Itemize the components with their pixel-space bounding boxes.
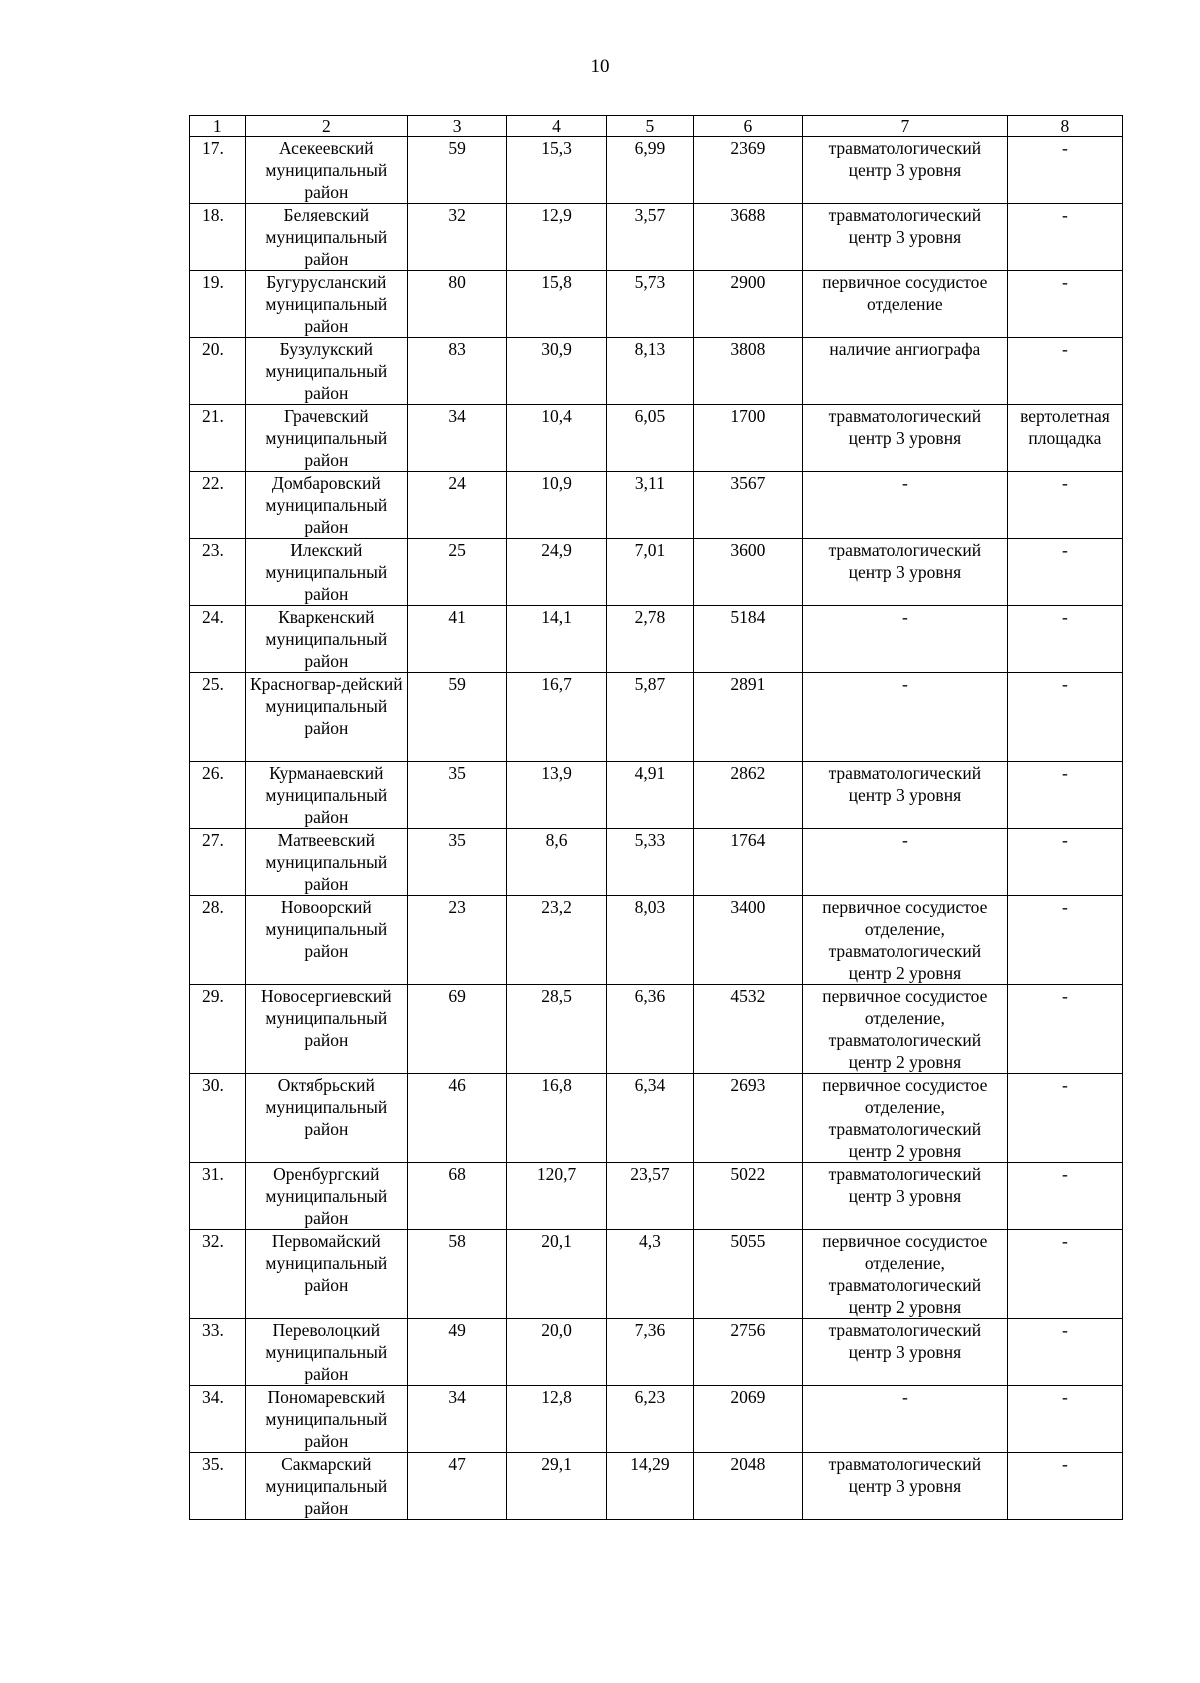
col4-value-cell: 16,7 [507, 673, 607, 762]
col6-value-cell: 2862 [693, 762, 802, 829]
col6-value-cell: 3400 [693, 896, 802, 985]
table-row [190, 472, 1123, 539]
row-number-cell: 34. [190, 1386, 246, 1453]
col8-note-cell: - [1007, 1319, 1122, 1386]
col3-value-cell: 58 [408, 1230, 507, 1319]
col3-value-cell: 35 [408, 829, 507, 896]
col8-note-cell: - [1007, 762, 1122, 829]
table-row [190, 539, 1123, 606]
col4-value-cell: 20,1 [507, 1230, 607, 1319]
col8-note-cell: - [1007, 204, 1122, 271]
col5-value-cell: 14,29 [607, 1453, 694, 1520]
col3-value-cell: 68 [408, 1163, 507, 1230]
header-cell-8: 8 [1007, 116, 1122, 137]
col8-note-cell: - [1007, 271, 1122, 338]
row-number-cell: 32. [190, 1230, 246, 1319]
district-name-cell: Новоорский муниципальный район [245, 896, 408, 985]
medical-facility-cell: травматологический центр 3 уровня [802, 762, 1007, 829]
col6-value-cell: 2693 [693, 1074, 802, 1163]
col4-value-cell: 120,7 [507, 1163, 607, 1230]
row-number-cell: 27. [190, 829, 246, 896]
medical-facility-cell: травматологический центр 3 уровня [802, 137, 1007, 204]
col6-value-cell: 1764 [693, 829, 802, 896]
col3-value-cell: 49 [408, 1319, 507, 1386]
col6-value-cell: 5184 [693, 606, 802, 673]
col6-value-cell: 2900 [693, 271, 802, 338]
col6-value-cell: 3600 [693, 539, 802, 606]
col4-value-cell: 16,8 [507, 1074, 607, 1163]
district-name-cell: Красногвар-дейский муниципальный район [245, 673, 408, 762]
row-number-cell: 30. [190, 1074, 246, 1163]
col3-value-cell: 69 [408, 985, 507, 1074]
district-name-cell: Сакмарский муниципальный район [245, 1453, 408, 1520]
row-number-cell: 21. [190, 405, 246, 472]
col8-note-cell: - [1007, 829, 1122, 896]
col3-value-cell: 83 [408, 338, 507, 405]
col8-note-cell: - [1007, 1163, 1122, 1230]
col4-value-cell: 10,9 [507, 472, 607, 539]
district-name-cell: Оренбургский муниципальный район [245, 1163, 408, 1230]
col6-value-cell: 3688 [693, 204, 802, 271]
table-row [190, 1230, 1123, 1319]
col5-value-cell: 6,05 [607, 405, 694, 472]
col3-value-cell: 80 [408, 271, 507, 338]
header-cell-5: 5 [607, 116, 694, 137]
district-name-cell: Пономаревский муниципальный район [245, 1386, 408, 1453]
row-number-cell: 28. [190, 896, 246, 985]
col4-value-cell: 28,5 [507, 985, 607, 1074]
col4-value-cell: 12,9 [507, 204, 607, 271]
col8-note-cell: - [1007, 606, 1122, 673]
col3-value-cell: 32 [408, 204, 507, 271]
district-name-cell: Асекеевский муниципальный район [245, 137, 408, 204]
table-row [190, 829, 1123, 896]
col3-value-cell: 24 [408, 472, 507, 539]
district-name-cell: Илекский муниципальный район [245, 539, 408, 606]
district-name-cell: Домбаровский муниципальный район [245, 472, 408, 539]
table-row [190, 1453, 1123, 1520]
col5-value-cell: 23,57 [607, 1163, 694, 1230]
medical-facility-cell: травматологический центр 3 уровня [802, 1163, 1007, 1230]
col6-value-cell: 1700 [693, 405, 802, 472]
medical-facility-cell: травматологический центр 3 уровня [802, 539, 1007, 606]
header-cell-6: 6 [693, 116, 802, 137]
district-name-cell: Новосергиевский муниципальный район [245, 985, 408, 1074]
col8-note-cell: - [1007, 985, 1122, 1074]
table-row [190, 1319, 1123, 1386]
district-name-cell: Бузулукский муниципальный район [245, 338, 408, 405]
col5-value-cell: 3,11 [607, 472, 694, 539]
col5-value-cell: 5,87 [607, 673, 694, 762]
col4-value-cell: 20,0 [507, 1319, 607, 1386]
col6-value-cell: 3808 [693, 338, 802, 405]
col4-value-cell: 24,9 [507, 539, 607, 606]
col5-value-cell: 2,78 [607, 606, 694, 673]
data-table [189, 115, 1123, 1520]
col3-value-cell: 25 [408, 539, 507, 606]
district-name-cell: Грачевский муниципальный район [245, 405, 408, 472]
col6-value-cell: 5022 [693, 1163, 802, 1230]
col3-value-cell: 59 [408, 137, 507, 204]
row-number-cell: 22. [190, 472, 246, 539]
table-row [190, 1074, 1123, 1163]
col5-value-cell: 6,34 [607, 1074, 694, 1163]
table-row [190, 606, 1123, 673]
col4-value-cell: 14,1 [507, 606, 607, 673]
col8-note-cell: - [1007, 1386, 1122, 1453]
table-header [190, 116, 1123, 137]
col5-value-cell: 7,36 [607, 1319, 694, 1386]
district-name-cell: Октябрьский муниципальный район [245, 1074, 408, 1163]
district-name-cell: Первомайский муниципальный район [245, 1230, 408, 1319]
row-number-cell: 17. [190, 137, 246, 204]
col6-value-cell: 2891 [693, 673, 802, 762]
col8-note-cell: - [1007, 896, 1122, 985]
col3-value-cell: 46 [408, 1074, 507, 1163]
col6-value-cell: 4532 [693, 985, 802, 1074]
table-row [190, 896, 1123, 985]
table-row [190, 137, 1123, 204]
table-row [190, 271, 1123, 338]
col3-value-cell: 35 [408, 762, 507, 829]
medical-facility-cell: - [802, 606, 1007, 673]
header-cell-3: 3 [408, 116, 507, 137]
medical-facility-cell: травматологический центр 3 уровня [802, 204, 1007, 271]
table-row [190, 405, 1123, 472]
col5-value-cell: 4,3 [607, 1230, 694, 1319]
row-number-cell: 31. [190, 1163, 246, 1230]
medical-facility-cell: - [802, 472, 1007, 539]
col3-value-cell: 41 [408, 606, 507, 673]
col5-value-cell: 6,36 [607, 985, 694, 1074]
district-name-cell: Матвеевский муниципальный район [245, 829, 408, 896]
medical-facility-cell: наличие ангиографа [802, 338, 1007, 405]
row-number-cell: 26. [190, 762, 246, 829]
col4-value-cell: 10,4 [507, 405, 607, 472]
col4-value-cell: 13,9 [507, 762, 607, 829]
row-number-cell: 29. [190, 985, 246, 1074]
table-row [190, 204, 1123, 271]
table-row [190, 762, 1123, 829]
col8-note-cell: - [1007, 1074, 1122, 1163]
col3-value-cell: 34 [408, 1386, 507, 1453]
medical-facility-cell: первичное сосудистое отделение, травматологический центр 2 уровня [802, 896, 1007, 985]
col4-value-cell: 30,9 [507, 338, 607, 405]
table-row [190, 338, 1123, 405]
col4-value-cell: 8,6 [507, 829, 607, 896]
row-number-cell: 33. [190, 1319, 246, 1386]
medical-facility-cell: - [802, 829, 1007, 896]
row-number-cell: 18. [190, 204, 246, 271]
district-name-cell: Курманаевский муниципальный район [245, 762, 408, 829]
header-cell-1: 1 [190, 116, 246, 137]
district-name-cell: Кваркенский муниципальный район [245, 606, 408, 673]
table-row [190, 1386, 1123, 1453]
col8-note-cell: - [1007, 1230, 1122, 1319]
row-number-cell: 24. [190, 606, 246, 673]
table-row [190, 1163, 1123, 1230]
col8-note-cell: - [1007, 673, 1122, 762]
col3-value-cell: 59 [408, 673, 507, 762]
col5-value-cell: 4,91 [607, 762, 694, 829]
header-row [190, 116, 1123, 137]
col8-note-cell: - [1007, 539, 1122, 606]
medical-facility-cell: травматологический центр 3 уровня [802, 1319, 1007, 1386]
medical-facility-cell: первичное сосудистое отделение, травматологический центр 2 уровня [802, 1230, 1007, 1319]
row-number-cell: 35. [190, 1453, 246, 1520]
page-number: 10 [590, 56, 610, 77]
col5-value-cell: 3,57 [607, 204, 694, 271]
col4-value-cell: 15,8 [507, 271, 607, 338]
row-number-cell: 23. [190, 539, 246, 606]
col5-value-cell: 6,23 [607, 1386, 694, 1453]
header-cell-2: 2 [245, 116, 408, 137]
medical-facility-cell: - [802, 1386, 1007, 1453]
col5-value-cell: 8,13 [607, 338, 694, 405]
col5-value-cell: 5,33 [607, 829, 694, 896]
col8-note-cell: - [1007, 472, 1122, 539]
col4-value-cell: 12,8 [507, 1386, 607, 1453]
col5-value-cell: 7,01 [607, 539, 694, 606]
col5-value-cell: 8,03 [607, 896, 694, 985]
district-name-cell: Беляевский муниципальный район [245, 204, 408, 271]
col4-value-cell: 29,1 [507, 1453, 607, 1520]
col3-value-cell: 34 [408, 405, 507, 472]
medical-facility-cell: - [802, 673, 1007, 762]
col5-value-cell: 6,99 [607, 137, 694, 204]
col3-value-cell: 23 [408, 896, 507, 985]
col6-value-cell: 2369 [693, 137, 802, 204]
row-number-cell: 19. [190, 271, 246, 338]
col4-value-cell: 15,3 [507, 137, 607, 204]
col8-note-cell: - [1007, 338, 1122, 405]
col4-value-cell: 23,2 [507, 896, 607, 985]
col8-note-cell: - [1007, 137, 1122, 204]
medical-facility-cell: травматологический центр 3 уровня [802, 405, 1007, 472]
row-number-cell: 25. [190, 673, 246, 762]
row-number-cell: 20. [190, 338, 246, 405]
district-name-cell: Бугурусланский муниципальный район [245, 271, 408, 338]
medical-facility-cell: травматологический центр 3 уровня [802, 1453, 1007, 1520]
header-cell-4: 4 [507, 116, 607, 137]
table-row [190, 985, 1123, 1074]
medical-facility-cell: первичное сосудистое отделение, травматологический центр 2 уровня [802, 1074, 1007, 1163]
medical-facility-cell: первичное сосудистое отделение, травматологический центр 2 уровня [802, 985, 1007, 1074]
col8-note-cell: вертолетная площадка [1007, 405, 1122, 472]
table-row [190, 673, 1123, 762]
col5-value-cell: 5,73 [607, 271, 694, 338]
col8-note-cell: - [1007, 1453, 1122, 1520]
medical-facility-cell: первичное сосудистое отделение [802, 271, 1007, 338]
col6-value-cell: 5055 [693, 1230, 802, 1319]
col3-value-cell: 47 [408, 1453, 507, 1520]
header-cell-7: 7 [802, 116, 1007, 137]
col6-value-cell: 2048 [693, 1453, 802, 1520]
district-name-cell: Переволоцкий муниципальный район [245, 1319, 408, 1386]
col6-value-cell: 2069 [693, 1386, 802, 1453]
col6-value-cell: 3567 [693, 472, 802, 539]
col6-value-cell: 2756 [693, 1319, 802, 1386]
table-body [190, 137, 1123, 1520]
